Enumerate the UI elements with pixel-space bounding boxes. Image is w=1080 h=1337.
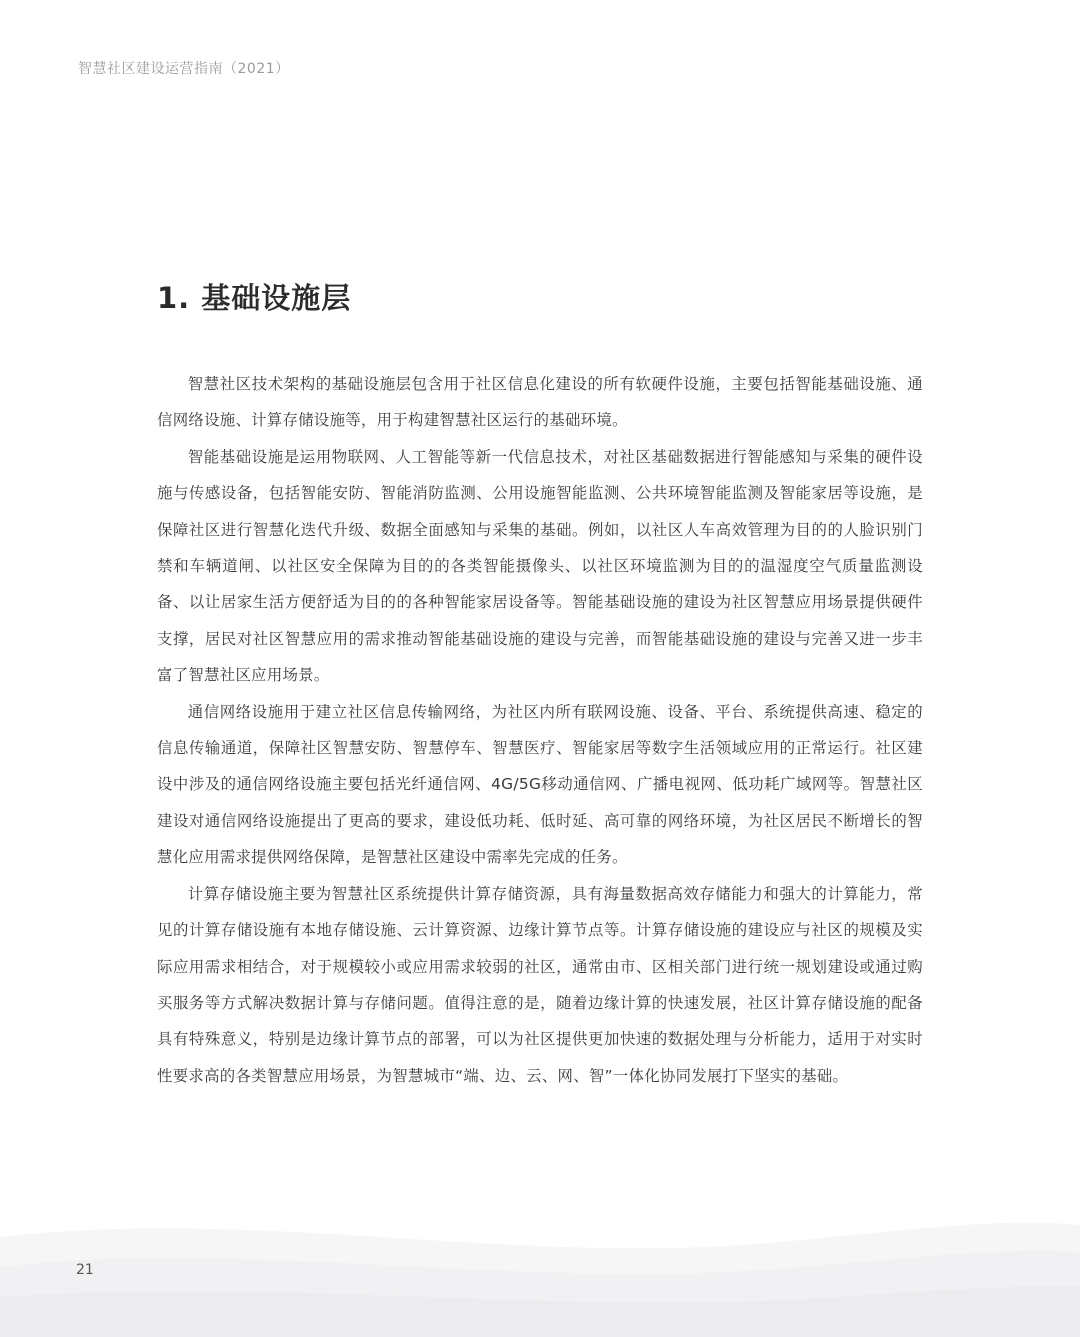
footer-wave-decoration bbox=[0, 1197, 1080, 1337]
paragraph-infrastructure-overview: 智慧社区技术架构的基础设施层包含用于社区信息化建设的所有软硬件设施，主要包括智能基础设施、通信网络设施、计算存储设施等，用于构建智慧社区运行的基础环境。 bbox=[157, 375, 923, 430]
paragraph-communication-network: 通信网络设施用于建立社区信息传输网络，为社区内所有联网设施、设备、平台、系统提供高速、稳定的信息传输通道，保障社区智慧安防、智慧停车、智慧医疗、智能家居等数字生活领域应用的正常运行。社区建设中涉及的通信网络设施主要包括光纤通信网、4G/5G移动通信网、广播电视网、低功耗广域网等。智慧社区建设对通信网络设施提出了更高的要求，建设低功耗、低时延、高可靠的网络环境，为社区居民不断增长的智慧化应用需求提供网络保障，是智慧社区建设中需率先完成的任务。 bbox=[157, 702, 923, 867]
section-title: 1. 基础设施层 bbox=[157, 281, 352, 315]
running-header: 智慧社区建设运营指南（2021） bbox=[78, 61, 290, 77]
paragraph-compute-storage: 计算存储设施主要为智慧社区系统提供计算存储资源，具有海量数据高效存储能力和强大的计算能力，常见的计算存储设施有本地存储设施、云计算资源、边缘计算节点等。计算存储设施的建设应与社区的规模及实际应用需求相结合，对于规模较小或应用需求较弱的社区，通常由市、区相关部门进行统一规划建设或通过购买服务等方式解决数据计算与存储问题。值得注意的是，随着边缘计算的快速发展，社区计算存储设施的配备具有特殊意义，特别是边缘计算节点的部署，可以为社区提供更加快速的数据处理与分析能力，适用于对实时性要求高的各类智慧应用场景，为智慧城市“端、边、云、网、智”一体化协同发展打下坚实的基础。 bbox=[157, 884, 923, 1085]
page-number: 21 bbox=[76, 1262, 94, 1278]
body-text bbox=[157, 366, 923, 1094]
paragraph-smart-infrastructure: 智能基础设施是运用物联网、人工智能等新一代信息技术，对社区基础数据进行智能感知与采集的硬件设施与传感设备，包括智能安防、智能消防监测、公用设施智能监测、公共环境智能监测及智能家居等设施，是保障社区进行智慧化迭代升级、数据全面感知与采集的基础。例如，以社区人车高效管理为目的的人脸识别门禁和车辆道闸、以社区安全保障为目的的各类智能摄像头、以社区环境监测为目的的温湿度空气质量监测设备、以让居家生活方便舒适为目的的各种智能家居设备等。智能基础设施的建设为社区智慧应用场景提供硬件支撑，居民对社区智慧应用的需求推动智能基础设施的建设与完善，而智能基础设施的建设与完善又进一步丰富了智慧社区应用场景。 bbox=[157, 447, 923, 685]
